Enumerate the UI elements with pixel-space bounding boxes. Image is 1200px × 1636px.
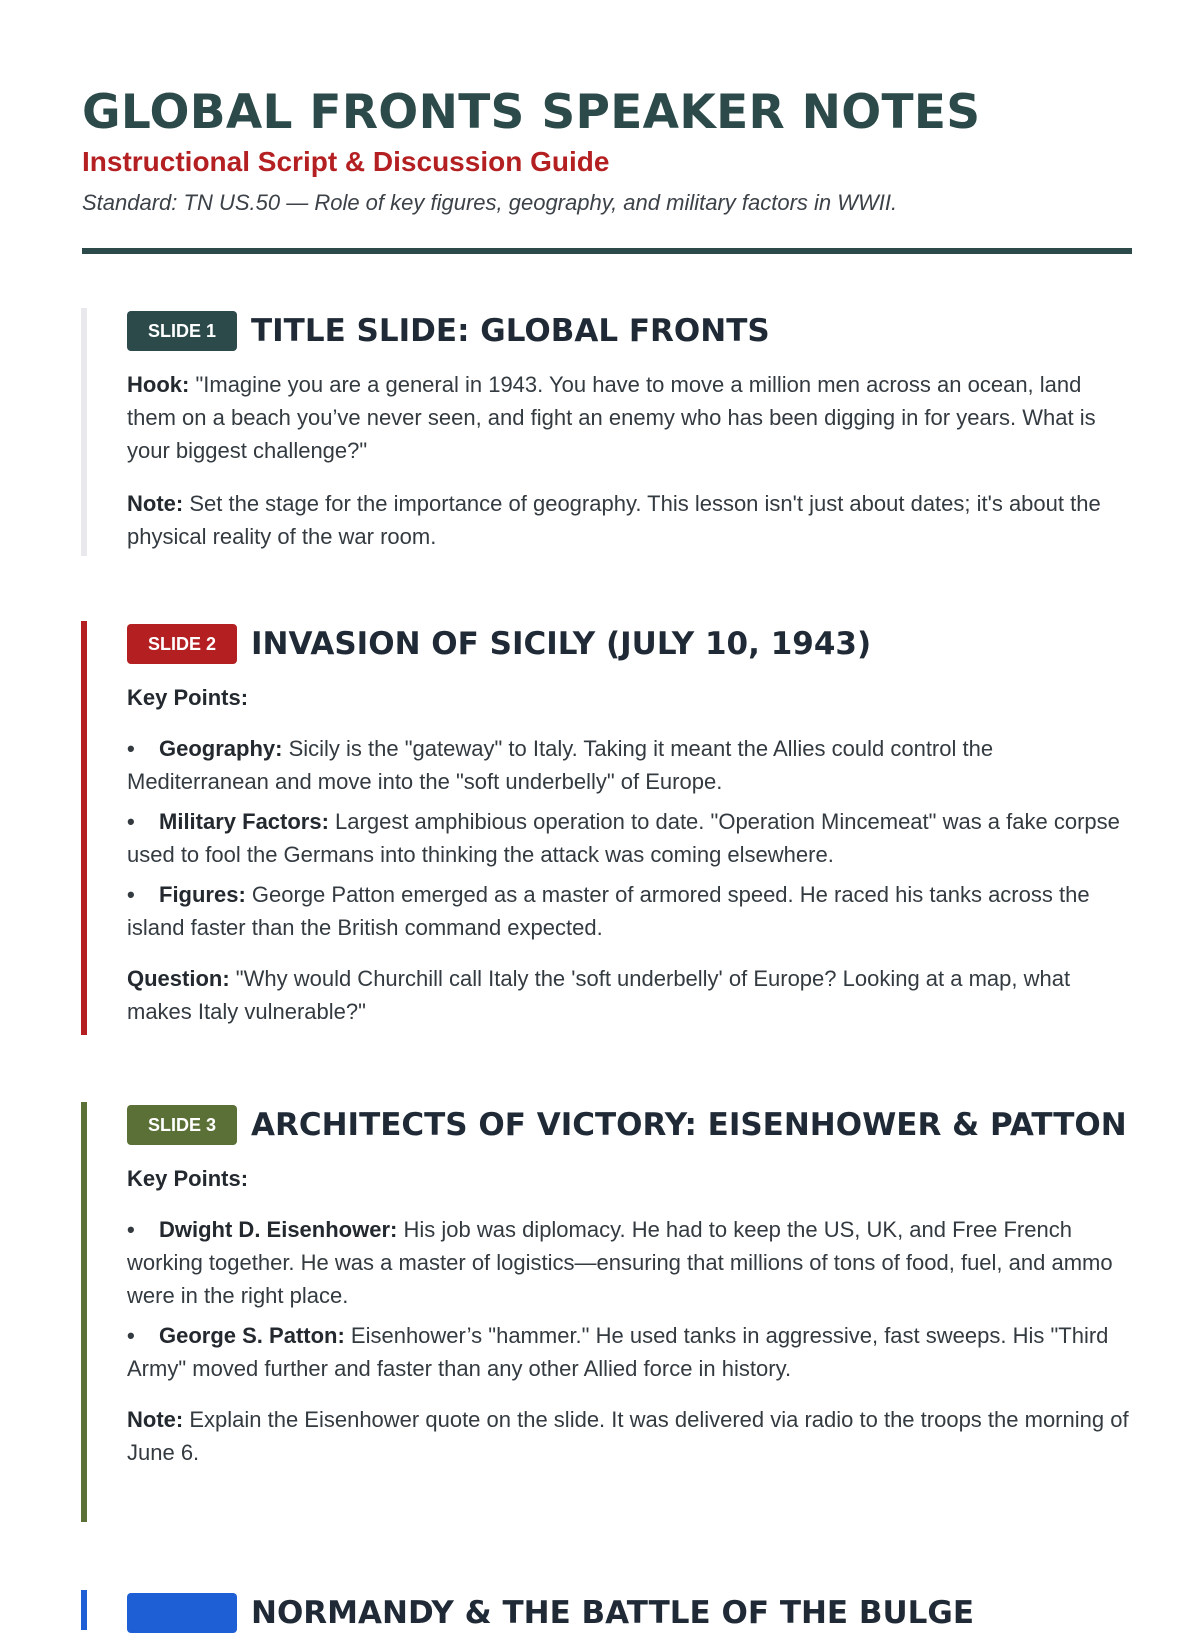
bullet-icon: • bbox=[127, 882, 135, 907]
page-subtitle: Instructional Script & Discussion Guide bbox=[82, 146, 610, 177]
key-points-label: Key Points: bbox=[127, 1166, 249, 1191]
bullet-icon: • bbox=[127, 736, 135, 761]
slide-3-note bbox=[127, 1403, 1133, 1469]
slide-2-points bbox=[127, 732, 1133, 944]
page-title: GLOBAL FRONTS SPEAKER NOTES bbox=[82, 85, 981, 140]
note-label: Note: bbox=[127, 1407, 184, 1432]
list-item bbox=[127, 878, 1133, 944]
slide-1-heading: TITLE SLIDE: GLOBAL FRONTS bbox=[251, 313, 770, 349]
slide-1-badge: SLIDE 1 bbox=[127, 311, 237, 351]
point-text: Sicily is the "gateway" to Italy. Taking it meant the Allies could control the Mediterranean and move into the "soft underbelly" of Europe. bbox=[127, 736, 994, 794]
document-header bbox=[82, 84, 1132, 218]
slide-1-header bbox=[127, 308, 1133, 354]
point-text: His job was diplomacy. He had to keep the US, UK, and Free French working together. He was a master of logistics—ensuring that millions of tons of food, fuel, and ammo were in the right place. bbox=[127, 1217, 1113, 1308]
bullet-icon: • bbox=[127, 1323, 135, 1348]
slide-2-header bbox=[127, 621, 1133, 667]
key-points-label: Key Points: bbox=[127, 685, 249, 710]
bullet-icon: • bbox=[127, 1217, 135, 1242]
slide-4-header bbox=[127, 1590, 1133, 1636]
slide-3-badge: SLIDE 3 bbox=[127, 1105, 237, 1145]
slide-4-section bbox=[81, 1590, 1133, 1630]
slide-1-note bbox=[127, 487, 1133, 553]
bullet-icon: • bbox=[127, 809, 135, 834]
note-text: Explain the Eisenhower quote on the slide. It was delivered via radio to the troops the morning of June 6. bbox=[127, 1407, 1129, 1465]
point-label: Dwight D. Eisenhower: bbox=[159, 1217, 398, 1242]
note-label: Note: bbox=[127, 491, 184, 516]
slide-1-section bbox=[81, 308, 1133, 556]
point-text: Eisenhower’s "hammer." He used tanks in aggressive, fast sweeps. His "Third Army" moved further and faster than any other Allied force in history. bbox=[127, 1323, 1109, 1381]
hook-text: "Imagine you are a general in 1943. You have to move a million men across an ocean, land them on a beach you’ve never seen, and fight an enemy who has been digging in for years. What is your biggest challenge?" bbox=[127, 372, 1096, 463]
hook-label: Hook: bbox=[127, 372, 190, 397]
question-text: "Why would Churchill call Italy the 'soft underbelly' of Europe? Looking at a map, what makes Italy vulnerable?" bbox=[127, 966, 1071, 1024]
list-item bbox=[127, 805, 1133, 871]
question-label: Question: bbox=[127, 966, 230, 991]
point-label: Figures: bbox=[159, 882, 246, 907]
slide-3-header bbox=[127, 1102, 1133, 1148]
slide-4-heading: NORMANDY & THE BATTLE OF THE BULGE bbox=[251, 1595, 975, 1631]
slide-2-heading: INVASION OF SICILY (JULY 10, 1943) bbox=[251, 626, 872, 662]
slide-3-section bbox=[81, 1102, 1133, 1522]
note-text: Set the stage for the importance of geography. This lesson isn't just about dates; it's about the physical reality of the war room. bbox=[127, 491, 1101, 549]
slide-3-points bbox=[127, 1213, 1133, 1385]
point-label: George S. Patton: bbox=[159, 1323, 345, 1348]
point-text: George Patton emerged as a master of armored speed. He raced his tanks across the island faster than the British command expected. bbox=[127, 882, 1090, 940]
point-label: Military Factors: bbox=[159, 809, 329, 834]
point-text: Largest amphibious operation to date. "Operation Mincemeat" was a fake corpse used to fool the Germans into thinking the attack was coming elsewhere. bbox=[127, 809, 1120, 867]
list-item bbox=[127, 732, 1133, 798]
list-item bbox=[127, 1213, 1133, 1312]
slide-3-heading: ARCHITECTS OF VICTORY: EISENHOWER & PATTON bbox=[251, 1107, 1127, 1143]
list-item bbox=[127, 1319, 1133, 1385]
slide-2-section bbox=[81, 621, 1133, 1035]
slide-2-question bbox=[127, 962, 1133, 1028]
slide-1-hook bbox=[127, 368, 1133, 467]
standard-line: Standard: TN US.50 — Role of key figures, geography, and military factors in WWII. bbox=[82, 190, 898, 215]
point-label: Geography: bbox=[159, 736, 283, 761]
header-divider bbox=[82, 248, 1132, 254]
slide-2-badge: SLIDE 2 bbox=[127, 624, 237, 664]
slide-4-badge bbox=[127, 1593, 237, 1633]
